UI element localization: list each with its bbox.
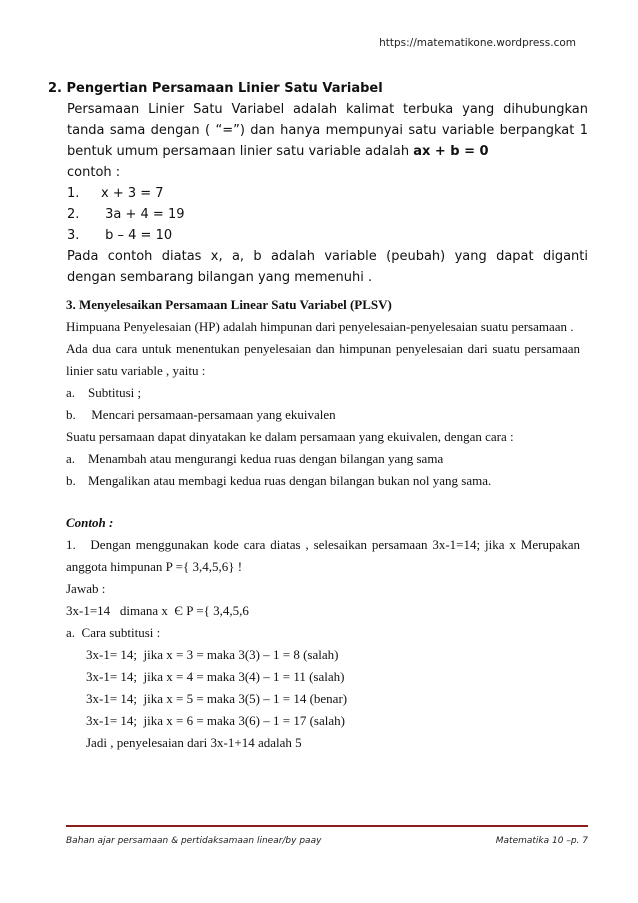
example-item	[67, 225, 588, 246]
equivalent-text: Mengalikan atau membagi kedua ruas dengan bilangan bukan nol yang sama.	[88, 473, 492, 488]
equivalent-item	[66, 448, 580, 470]
problem-line-2: anggota himpunan P ={ 3,4,5,6} !	[66, 559, 243, 574]
example-number: 1.	[67, 186, 80, 201]
example-number: 2.	[67, 207, 80, 222]
problem-line-1: 1. Dengan menggunakan kode cara diatas , selesaikan persamaan 3x-1=14; jika x Merupakan	[66, 537, 580, 552]
closing-line-2: dengan sembarang bilangan yang memenuhi .	[67, 270, 373, 285]
equivalent-letter: b.	[66, 473, 76, 488]
equivalent-letter: a.	[66, 451, 76, 466]
substitution-step: 3x-1= 14; jika x = 3 = maka 3(3) – 1 = 8 (salah)	[86, 647, 339, 662]
substitution-step: 3x-1= 14; jika x = 4 = maka 3(4) – 1 = 11 (salah)	[86, 669, 345, 684]
page-footer	[66, 825, 588, 846]
hp-definition: Himpuana Penyelesaian (HP) adalah himpunan dari penyelesaian-penyelesaian suatu persamaan .	[66, 319, 574, 334]
section-3	[66, 294, 580, 754]
conclusion: Jadi , penyelesaian dari 3x-1+14 adalah 5	[86, 735, 302, 750]
general-form-text: bentuk umum persamaan linier satu variable adalah	[67, 144, 414, 159]
section-2-title: 2. Pengertian Persamaan Linier Satu Variabel	[48, 81, 383, 96]
methods-intro-line-1: Ada dua cara untuk menentukan penyelesaian dan himpunan penyelesaian dari suatu persamaan	[66, 341, 580, 356]
definition-line-2: tanda sama dengan ( “=”) dan hanya mempunyai satu variable berpangkat 1	[67, 123, 588, 138]
section-2	[48, 78, 588, 288]
method-heading: a. Cara subtitusi :	[66, 625, 161, 640]
definition-line-1: Persamaan Linier Satu Variabel adalah kalimat terbuka yang dihubungkan	[67, 102, 588, 117]
footer-right: Matematika 10 –p. 7	[495, 836, 588, 846]
given-equation: 3x-1=14 dimana x Є P ={ 3,4,5,6	[66, 603, 249, 618]
substitution-step: 3x-1= 14; jika x = 5 = maka 3(5) – 1 = 14 (benar)	[86, 691, 348, 706]
method-letter: a.	[66, 385, 76, 400]
contoh-label: contoh :	[67, 165, 121, 180]
footer-left: Bahan ajar persamaan & pertidaksamaan linear/by paay	[66, 836, 322, 846]
general-form-equation: ax + b = 0	[413, 144, 489, 159]
jawab-label: Jawab :	[66, 581, 106, 596]
equivalent-text: Menambah atau mengurangi kedua ruas dengan bilangan yang sama	[88, 451, 444, 466]
equivalent-intro: Suatu persamaan dapat dinyatakan ke dalam persamaan yang ekuivalen, dengan cara :	[66, 429, 514, 444]
example-equation: 3a + 4 = 19	[101, 207, 185, 222]
method-text: Subtitusi ;	[88, 385, 142, 400]
section-3-title: 3. Menyelesaikan Persamaan Linear Satu Variabel (PLSV)	[66, 297, 392, 312]
method-item	[66, 382, 580, 404]
substitution-step: 3x-1= 14; jika x = 6 = maka 3(6) – 1 = 17 (salah)	[86, 713, 345, 728]
example-item	[67, 183, 588, 204]
example-equation: x + 3 = 7	[101, 186, 164, 201]
method-text: Mencari persamaan-persamaan yang ekuivalen	[88, 407, 336, 422]
header-url: https://matematikone.wordpress.com	[379, 37, 576, 49]
equivalent-item	[66, 470, 580, 492]
methods-intro-line-2: linier satu variable , yaitu :	[66, 363, 206, 378]
contoh-heading: Contoh :	[66, 515, 114, 530]
example-number: 3.	[67, 228, 80, 243]
example-item	[67, 204, 588, 225]
method-item	[66, 404, 580, 426]
method-letter: b.	[66, 407, 76, 422]
closing-line-1: Pada contoh diatas x, a, b adalah variable (peubah) yang dapat diganti	[67, 249, 588, 264]
example-equation: b – 4 = 10	[101, 228, 173, 243]
general-form-line	[67, 141, 588, 162]
